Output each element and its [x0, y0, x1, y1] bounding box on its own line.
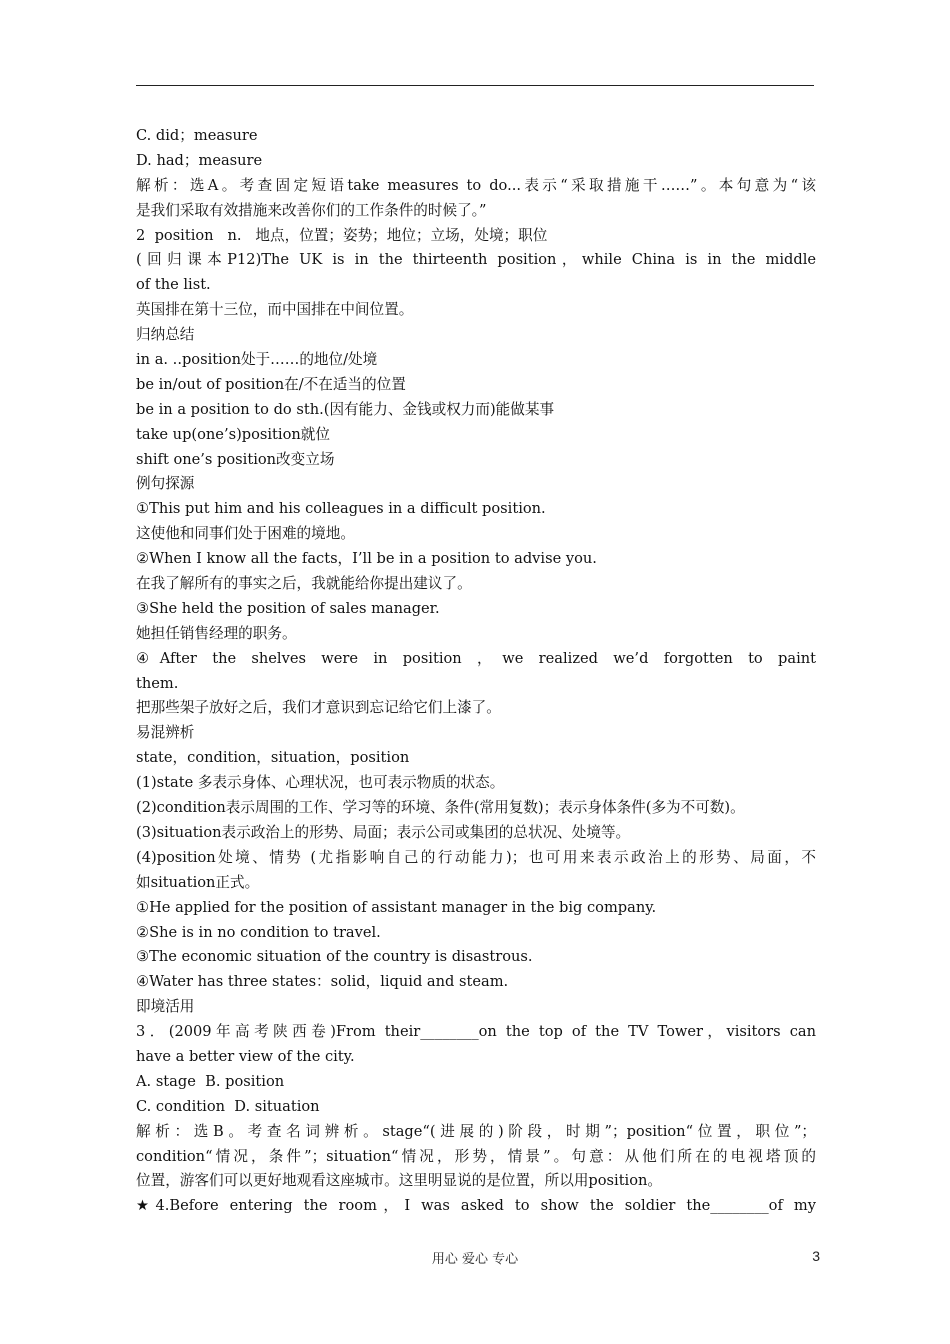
comparison-words: state，condition，situation，position	[136, 749, 410, 767]
example-sentence: ③She held the position of sales manager.	[136, 599, 440, 617]
textbook-example: of the list.	[136, 276, 211, 294]
page-number: 3	[812, 1248, 820, 1264]
example-translation: 这使他和同事们处于困难的境地。	[136, 525, 355, 543]
exercise-option: A. stage B. position	[136, 1072, 285, 1090]
textbook-translation: 英国排在第十三位，而中国排在中间位置。	[136, 301, 414, 319]
phrase-item: shift one’s position改变立场	[136, 450, 335, 468]
example-sentence: ③The economic situation of the country is disastrous.	[136, 948, 533, 966]
header-rule	[136, 85, 814, 86]
phrase-item: take up(one’s)position就位	[136, 425, 330, 443]
vocab-heading: 2 position n. 地点，位置；姿势；地位；立场，处境；职位	[136, 226, 548, 244]
phrase-item: in a. ..position处于……的地位/处境	[136, 351, 378, 369]
comparison-item: (3)situation表示政治上的形势、局面；表示公司或集团的总状况、处境等。	[136, 823, 631, 841]
analysis-line: 解析：选B。考查名词辨析。stage“(进展的)阶段，时期”；position“位置，职位”；	[136, 1122, 816, 1140]
example-translation: 在我了解所有的事实之后，我就能给你提出建议了。	[136, 575, 472, 593]
exercise-option: C. condition D. situation	[136, 1097, 320, 1115]
option-d: D. had；measure	[136, 151, 263, 169]
example-sentence: ②She is in no condition to travel.	[136, 923, 381, 941]
footer-slogan: 用心 爱心 专心	[431, 1252, 519, 1267]
exercise-question: 3．(2009年高考陕西卷)From their________on the top of the TV Tower，visitors can	[136, 1023, 816, 1041]
comparison-item: (2)condition表示周围的工作、学习等的环境、条件(常用复数)；表示身体条件(多为不可数)。	[136, 799, 745, 817]
example-translation: 把那些架子放好之后，我们才意识到忘记给它们上漆了。	[136, 699, 501, 717]
comparison-item: (4)position处境、情势 (尤指影响自己的行动能力)；也可用来表示政治上的形势、局面，不	[136, 848, 816, 866]
section-heading: 即境活用	[136, 998, 195, 1016]
analysis-line: condition“情况，条件”；situation“情况，形势，情景”。句意：从他们所在的电视塔顶的	[136, 1147, 816, 1165]
comparison-item: 如situation正式。	[136, 873, 260, 891]
phrase-item: be in/out of position在/不在适当的位置	[136, 375, 406, 393]
content-body	[136, 124, 816, 1219]
example-sentence: ①This put him and his colleagues in a difficult position.	[136, 500, 546, 518]
example-sentence: ①He applied for the position of assistant manager in the big company.	[136, 898, 657, 916]
phrase-item: be in a position to do sth.(因有能力、金钱或权力而)能做某事	[136, 400, 555, 418]
exercise-question: have a better view of the city.	[136, 1047, 355, 1065]
option-c: C. did；measure	[136, 127, 258, 144]
example-sentence: ④After the shelves were in position ，we realized we’d forgotten to paint	[136, 649, 816, 667]
analysis-line: 是我们采取有效措施来改善你们的工作条件的时候了。”	[136, 201, 487, 219]
section-heading: 易混辨析	[136, 724, 195, 742]
section-heading: 归纳总结	[136, 326, 195, 344]
section-heading: 例句探源	[136, 475, 195, 493]
exercise-question: ★4.Before entering the room，I was asked to show the soldier the________of my	[136, 1197, 816, 1215]
analysis-line: 解析：选A。考查固定短语take measures to do...表示“采取措施干……”。本句意为“该	[136, 176, 816, 194]
analysis-line: 位置，游客们可以更好地观看这座城市。这里明显说的是位置，所以用position。	[136, 1172, 663, 1190]
comparison-item: (1)state 多表示身体、心理状况，也可表示物质的状态。	[136, 774, 505, 792]
example-sentence: them.	[136, 674, 179, 692]
example-translation: 她担任销售经理的职务。	[136, 624, 297, 642]
example-sentence: ②When I know all the facts，I’ll be in a position to advise you.	[136, 550, 597, 568]
example-sentence: ④Water has three states：solid，liquid and steam.	[136, 973, 509, 991]
textbook-example: (回归课本P12)The UK is in the thirteenth position，while China is in the middle	[136, 251, 816, 269]
